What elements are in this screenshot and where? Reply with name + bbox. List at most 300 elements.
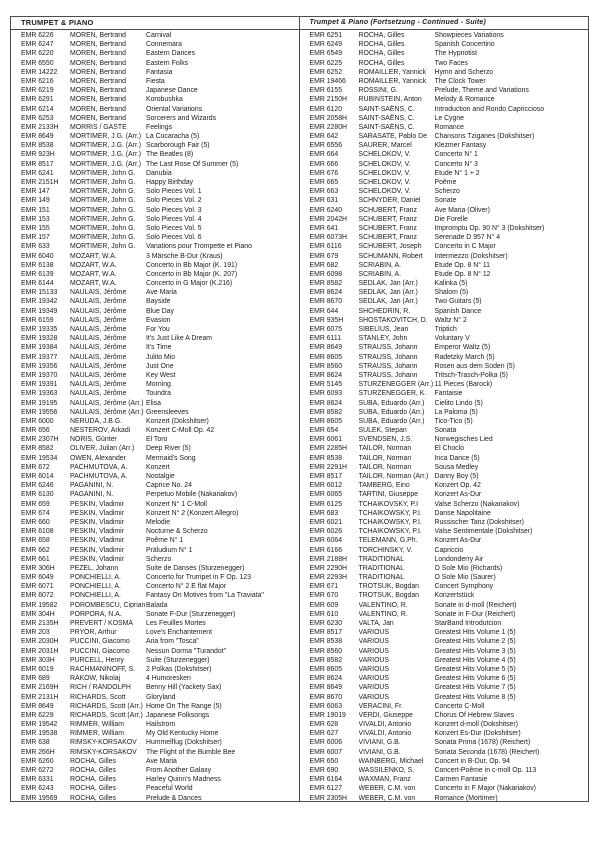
catalog-row <box>21 536 296 545</box>
composer-name: RACHMANINOFF, S. <box>70 665 136 673</box>
piece-title: Eastern Folks <box>146 59 189 67</box>
catalog-number: EMR 6251 <box>309 32 343 39</box>
piece-title: Poême N° 1 <box>146 537 184 545</box>
piece-title: Norwegisches Lied <box>434 436 493 444</box>
composer-name: VALENTINO, R. <box>358 610 408 618</box>
catalog-number: EMR 633 <box>21 243 50 251</box>
catalog-row <box>21 169 296 178</box>
catalog-number: EMR 19582 <box>21 601 58 609</box>
catalog-number: EMR 19538 <box>21 730 58 738</box>
catalog-row <box>21 463 296 472</box>
piece-title: Spanish Concertino <box>434 41 495 49</box>
composer-name: SIBELIUS, Jean <box>358 326 409 333</box>
catalog-row <box>310 252 586 261</box>
piece-title: Hummelflug (Dokshitser) <box>146 739 222 747</box>
composer-name: SAINT-SAËNS, C. <box>358 114 415 122</box>
composer-name: MOREN, Bertrand <box>70 105 126 113</box>
catalog-row <box>21 150 296 159</box>
catalog-number: EMR 2131H <box>21 693 59 701</box>
piece-title: Sousa Medley <box>434 463 479 471</box>
catalog-row <box>310 702 586 711</box>
catalog-number: EMR 2030H <box>21 638 59 646</box>
catalog-row <box>21 683 296 692</box>
catalog-row <box>310 114 586 123</box>
piece-title: Two Guitars (5) <box>434 298 482 306</box>
catalog-row <box>310 619 586 628</box>
piece-title: Deep River (5) <box>146 445 191 453</box>
catalog-row <box>310 463 586 472</box>
piece-title: Le Cygne <box>434 114 464 122</box>
catalog-number: EMR 6007 <box>309 748 343 756</box>
piece-title: Gloryland <box>146 693 176 701</box>
piece-title: Danse Napolitaine <box>434 509 491 517</box>
composer-name: STRAUSS, Johann <box>358 371 418 379</box>
catalog-number: EMR 147 <box>21 188 50 196</box>
catalog-row <box>21 784 296 793</box>
piece-title: Sonate F-Dur (Sturzenegger) <box>146 610 236 618</box>
catalog-number: EMR 6021 <box>309 518 343 526</box>
catalog-number: EMR 19466 <box>309 77 346 85</box>
composer-name: PONCHIELLI, A. <box>70 574 121 582</box>
composer-name: TAMBERG, Eino <box>358 482 410 490</box>
catalog-row <box>21 252 296 261</box>
piece-title: Concert Symphony <box>434 583 494 591</box>
piece-title: My Old Kentucky Home <box>146 730 219 738</box>
catalog-row <box>21 215 296 224</box>
piece-title: The Beatles (8) <box>146 151 194 159</box>
composer-name: NAULAIS, Jérôme <box>70 371 127 379</box>
catalog-number: EMR 642 <box>309 133 339 141</box>
piece-title: Concerto in G Major (K.216) <box>146 280 233 288</box>
catalog-number: EMR 6272 <box>21 767 54 774</box>
catalog-row <box>310 334 586 343</box>
composer-name: SCHUBERT, Franz <box>358 206 417 214</box>
catalog-number: EMR 661 <box>21 555 50 563</box>
catalog-number: EMR 628 <box>309 721 339 729</box>
catalog-number: EMR 19019 <box>309 711 346 719</box>
catalog-number: EMR 935H <box>309 316 344 324</box>
composer-name: PAGANINI, N. <box>70 491 114 499</box>
piece-title: Hymn and Scherzo <box>434 68 494 76</box>
catalog-row <box>21 738 296 747</box>
catalog-number: EMR 6214 <box>21 105 54 113</box>
composer-name: PRYOR, Arthur <box>70 629 117 637</box>
catalog-number: EMR 304H <box>21 610 55 618</box>
composer-name: WAXMAN, Franz <box>358 776 411 784</box>
catalog-row <box>310 297 586 306</box>
composer-name: PESKIN, Vladimir <box>70 500 124 508</box>
composer-name: MOREN, Bertrand <box>70 41 126 49</box>
catalog-number: EMR 6065 <box>309 491 343 499</box>
catalog-row <box>21 555 296 564</box>
left-column <box>11 17 300 801</box>
catalog-row <box>21 748 296 757</box>
catalog-number: EMR 923H <box>21 151 55 159</box>
catalog-number: EMR 6243 <box>21 785 54 793</box>
catalog-row <box>310 325 586 334</box>
catalog-row <box>21 435 296 444</box>
composer-name: TRADITIONAL <box>358 555 405 563</box>
catalog-row <box>21 31 296 40</box>
piece-title: Capriccio <box>434 546 464 554</box>
catalog-row <box>310 748 586 757</box>
piece-title: Melody & Romance <box>434 96 495 104</box>
catalog-number: EMR 2042H <box>309 215 348 223</box>
catalog-number: EMR 149 <box>21 197 50 205</box>
catalog-number: EMR 672 <box>21 463 50 471</box>
composer-name: VARIOUS <box>358 693 390 701</box>
catalog-number: EMR 6159 <box>21 316 54 324</box>
piece-title: El Choclo <box>434 445 464 453</box>
catalog-row <box>310 59 586 68</box>
composer-name: MORTIMER, John G. <box>70 169 136 177</box>
piece-title: Peaceful World <box>146 785 193 793</box>
composer-name: SCHUBERT, Franz <box>358 224 417 232</box>
catalog-number: EMR 6225 <box>309 59 343 67</box>
composer-name: NAULAIS, Jérôme <box>70 307 127 315</box>
piece-title: Tritsch-Trasch-Polka (5) <box>434 371 508 379</box>
piece-title: Introduction and Rondo Capriccioso <box>434 105 545 113</box>
catalog-row <box>310 307 586 316</box>
catalog-row <box>21 564 296 573</box>
piece-title: Konzert C-Moll Op. 42 <box>146 427 215 435</box>
catalog-row <box>21 389 296 398</box>
catalog-row <box>310 261 586 270</box>
piece-title: O Sole Mio (Richards) <box>434 564 503 572</box>
catalog-number: EMR 6075 <box>309 326 343 333</box>
piece-title: Hailstrom <box>146 721 176 729</box>
catalog-number: EMR 6000 <box>21 417 54 425</box>
catalog-number: EMR 6116 <box>309 243 342 251</box>
catalog-number: EMR 6247 <box>21 41 54 49</box>
composer-name: SCHELOKOV, V. <box>358 160 411 168</box>
piece-title: Konzert d-moll (Dokshitser) <box>434 721 518 729</box>
catalog-number: EMR 19534 <box>21 454 58 462</box>
composer-name: SCHELOKOV, V. <box>358 169 411 177</box>
catalog-row <box>21 178 296 187</box>
piece-title: Intermezzo (Dokshitser) <box>434 252 508 260</box>
composer-name: PACHMUTOVA, A. <box>70 463 128 471</box>
composer-name: VALTA, Jan <box>358 620 394 627</box>
catalog-number: EMR 6006 <box>309 739 343 747</box>
piece-title: Tico-Tico (5) <box>434 417 473 425</box>
catalog-number: EMR 682 <box>309 261 339 269</box>
catalog-row <box>310 509 586 518</box>
piece-title: Julito Mio <box>146 353 176 361</box>
piece-title: Greatest Hits Volume 5 (5) <box>434 665 516 673</box>
composer-name: MORTIMER, J.G. (Arr.) <box>70 151 142 159</box>
piece-title: Konzert Op. 42 <box>434 482 481 490</box>
catalog-number: EMR 19377 <box>21 353 58 361</box>
piece-title: Sonata Prima (1678) (Reichert) <box>434 739 531 747</box>
catalog-row <box>21 316 296 325</box>
catalog-row <box>21 68 296 77</box>
piece-title: Concerto in C Major <box>434 243 496 251</box>
catalog-number: EMR 8517 <box>21 160 54 168</box>
composer-name: SCHUMANN, Robert <box>358 252 423 260</box>
composer-name: SEDLAK, Jan (Arr.) <box>358 280 418 288</box>
composer-name: VIVIANI, G.B. <box>358 739 401 747</box>
catalog-number: EMR 2188H <box>309 555 348 563</box>
catalog-number: EMR 6241 <box>21 169 54 177</box>
composer-name: MOZART, W.A. <box>70 280 117 288</box>
catalog-row <box>310 546 586 555</box>
composer-name: SCRIABIN, A. <box>358 261 402 269</box>
composer-name: MOZART, W.A. <box>70 270 117 278</box>
catalog-number: EMR 8649 <box>21 133 54 141</box>
composer-name: SAURER, Marcel <box>358 142 412 150</box>
composer-name: TROTSUK, Bogdan <box>358 592 420 600</box>
catalog-number: EMR 664 <box>309 151 339 159</box>
catalog-number: EMR 19569 <box>21 794 58 801</box>
catalog-row <box>21 693 296 702</box>
composer-name: RIMSKY-KORSAKOV <box>70 748 137 756</box>
piece-title: Valse Scherzo (Nakariakov) <box>434 500 520 508</box>
catalog-row <box>21 343 296 352</box>
piece-title: Elisa <box>146 399 161 407</box>
piece-title: Scarborough Fair (5) <box>146 142 210 150</box>
piece-title: Danubia <box>146 169 172 177</box>
piece-title: Solo Pieces Vol. 6 <box>146 234 202 242</box>
composer-name: ROCHA, Gilles <box>358 32 405 39</box>
composer-name: PAGANINI, N. <box>70 482 114 490</box>
piece-title: Etude N° 1 + 2 <box>434 169 480 177</box>
piece-title: Nocturne & Scherzo <box>146 528 208 536</box>
piece-title: Showpieces Variations <box>434 32 504 39</box>
catalog-row <box>21 380 296 389</box>
piece-title: Greensleeves <box>146 408 189 416</box>
catalog-row <box>310 518 586 527</box>
piece-title: Konzert As-Dur <box>434 491 482 499</box>
piece-title: Triptich <box>434 326 457 333</box>
piece-title: Love's Enchantement <box>146 629 213 637</box>
catalog-number: EMR 8538 <box>21 142 54 150</box>
piece-title: Danny Boy (5) <box>434 473 479 480</box>
piece-title: StarBand Introdutcion <box>434 620 502 627</box>
catalog-row <box>310 674 586 683</box>
composer-name: WASSILENKO, S. <box>358 767 415 774</box>
catalog-number: EMR 690 <box>309 767 339 774</box>
catalog-row <box>310 591 586 600</box>
piece-title: Benny Hill (Yackety Sax) <box>146 684 222 692</box>
catalog-number: EMR 6216 <box>21 77 54 85</box>
catalog-row <box>21 353 296 362</box>
catalog-row <box>310 316 586 325</box>
catalog-row <box>310 417 586 426</box>
composer-name: MORTIMER, J.G. (Arr.) <box>70 160 142 168</box>
piece-title: Oriental Variations <box>146 105 203 113</box>
catalog-number: EMR 15133 <box>21 289 58 297</box>
catalog-number: EMR 6226 <box>21 32 54 39</box>
piece-title: Concert in B-Dur, Op. 94 <box>434 757 510 765</box>
composer-name: MORTIMER, John G. <box>70 224 136 232</box>
catalog-number: EMR 157 <box>21 234 50 242</box>
catalog-row <box>21 105 296 114</box>
catalog-row <box>310 40 586 49</box>
catalog-row <box>21 665 296 674</box>
catalog-number: EMR 306H <box>21 564 55 572</box>
composer-name: MORTIMER, John G. <box>70 188 136 196</box>
composer-name: ROCHA, Gilles <box>70 794 116 801</box>
composer-name: MORTIMER, John G. <box>70 197 136 205</box>
catalog-number: EMR 8624 <box>309 371 343 379</box>
piece-title: Etude Op. 8 N° 11 <box>434 261 490 269</box>
catalog-number: EMR 6550 <box>21 59 54 67</box>
catalog-number: EMR 6125 <box>309 500 343 508</box>
piece-title: Etude Op. 8 N° 12 <box>434 270 491 278</box>
piece-title: Concerto in F Major (Nakariakov) <box>434 785 536 793</box>
piece-title: Kalinka (5) <box>434 280 468 288</box>
composer-name: TCHAIKOVSKY, P.I <box>358 500 418 508</box>
piece-title: Concerto in Bb Major (K. 207) <box>146 270 238 278</box>
catalog-number: EMR 656 <box>21 427 50 435</box>
piece-title: Solo Pieces Vol. 1 <box>146 188 202 196</box>
composer-name: PORPORA, N.A. <box>70 610 122 618</box>
composer-name: NAULAIS, Jérôme (Arr.) <box>70 399 144 407</box>
piece-title: Connemara <box>146 41 183 49</box>
catalog-row <box>310 481 586 490</box>
composer-name: SAINT-SAËNS, C. <box>358 105 415 113</box>
composer-name: NAULAIS, Jérôme <box>70 335 127 343</box>
piece-title: Feelings <box>146 123 173 131</box>
catalog-row <box>21 637 296 646</box>
catalog-number: EMR 8624 <box>309 289 343 297</box>
piece-title: 4 Humoresken <box>146 675 191 683</box>
catalog-row <box>310 794 586 801</box>
catalog-row <box>310 527 586 536</box>
catalog-number: EMR 6164 <box>309 776 343 784</box>
catalog-number: EMR 2133H <box>21 123 59 131</box>
catalog-number: EMR 8605 <box>309 417 343 425</box>
catalog-row <box>310 242 586 251</box>
composer-name: RICHARDS, Scott <box>70 693 126 701</box>
catalog-row <box>310 380 586 389</box>
catalog-number: EMR 6064 <box>309 537 343 545</box>
catalog-row <box>21 233 296 242</box>
catalog-number: EMR 6073H <box>309 234 348 242</box>
catalog-number: EMR 2151H <box>21 179 59 186</box>
right-column-header: Trumpet & Piano (Fortsetzung - Continued - Suite) <box>300 17 589 30</box>
catalog-row <box>310 637 586 646</box>
catalog-row <box>310 729 586 738</box>
catalog-row <box>310 196 586 205</box>
catalog-number: EMR 14222 <box>21 68 58 76</box>
piece-title: Shalom (5) <box>434 289 469 297</box>
composer-name: VARIOUS <box>358 647 390 655</box>
catalog-row <box>310 343 586 352</box>
piece-title: Cielito Lindo (5) <box>434 399 483 407</box>
catalog-row <box>310 95 586 104</box>
composer-name: VERDI, Giuseppe <box>358 711 413 719</box>
piece-title: Sonate in F-Dur (Reichert) <box>434 610 516 618</box>
composer-name: VARIOUS <box>358 629 390 637</box>
catalog-number: EMR 8538 <box>309 638 343 646</box>
piece-title: 2 Polkas (Dokshitser) <box>146 665 212 673</box>
catalog-row <box>310 711 586 720</box>
composer-name: NAULAIS, Jérôme <box>70 353 127 361</box>
catalog-row <box>310 105 586 114</box>
catalog-number: EMR 19342 <box>21 298 58 306</box>
catalog-number: EMR 6166 <box>309 546 343 554</box>
piece-title: Japanese Dance <box>146 87 198 95</box>
catalog-row <box>310 178 586 187</box>
catalog-number: EMR 6230 <box>309 620 343 627</box>
piece-title: Carmen Fantasie <box>434 776 488 784</box>
catalog-number: EMR 8605 <box>309 665 343 673</box>
composer-name: SCHUBERT, Joseph <box>358 243 422 251</box>
piece-title: Ave Maria <box>146 757 177 765</box>
composer-name: SCHELOKOV, V. <box>358 188 411 196</box>
piece-title: Chansons Tziganes (Dokshitser) <box>434 133 535 141</box>
composer-name: SEDLAK, Jan (Arr.) <box>358 298 418 306</box>
piece-title: Concerto in Bb Major (K. 191) <box>146 261 238 269</box>
composer-name: TRADITIONAL <box>358 564 405 572</box>
catalog-number: EMR 6252 <box>309 68 343 76</box>
catalog-number: EMR 6139 <box>21 270 54 278</box>
piece-title: Fantasia <box>146 68 173 76</box>
composer-name: SCHUBERT, Franz <box>358 234 417 242</box>
catalog-number: EMR 6219 <box>21 87 54 95</box>
catalog-number: EMR 203 <box>21 629 50 637</box>
composer-name: TORCHINSKY, V. <box>358 546 413 554</box>
catalog-row <box>21 141 296 150</box>
catalog-number: EMR 19370 <box>21 371 58 379</box>
composer-name: SUBA, Eduardo (Arr.) <box>358 417 425 425</box>
catalog-number: EMR 8670 <box>309 693 343 701</box>
composer-name: OLIVER, Julian (Arr.) <box>70 445 135 453</box>
catalog-row <box>21 40 296 49</box>
composer-name: SAINT-SAËNS, C. <box>358 123 415 131</box>
piece-title: Toundra <box>146 390 171 398</box>
catalog-row <box>310 288 586 297</box>
catalog-number: EMR 155 <box>21 224 50 232</box>
piece-title: Eastern Dances <box>146 50 196 58</box>
composer-name: SUBA, Eduardo (Arr.) <box>358 399 425 407</box>
composer-name: STURZENEGGER, K. <box>358 390 427 398</box>
catalog-number: EMR 2291H <box>309 463 348 471</box>
catalog-number: EMR 6072 <box>21 592 54 600</box>
catalog-number: EMR 2290H <box>309 564 348 572</box>
piece-title: Prelude, Theme and Variations <box>434 87 529 95</box>
catalog-number: EMR 631 <box>309 197 339 205</box>
catalog-row <box>21 729 296 738</box>
catalog-row <box>310 123 586 132</box>
composer-name: SCHELOKOV, V. <box>358 179 411 186</box>
composer-name: PESKIN, Vladimir <box>70 537 124 545</box>
catalog-number: EMR 6246 <box>21 482 54 490</box>
catalog-number: EMR 19391 <box>21 381 58 389</box>
catalog-number: EMR 674 <box>21 509 50 517</box>
piece-title: Home On The Range (5) <box>146 702 222 710</box>
catalog-number: EMR 19195 <box>21 399 58 407</box>
catalog-row <box>310 564 586 573</box>
catalog-number: EMR 670 <box>309 592 339 600</box>
catalog-row <box>21 500 296 509</box>
composer-name: ROCHA, Gilles <box>358 59 405 67</box>
catalog-row <box>21 647 296 656</box>
composer-name: MORTIMER, John G. <box>70 243 136 251</box>
composer-name: MORTIMER, J.G. (Arr.) <box>70 133 142 141</box>
catalog-number: EMR 644 <box>309 307 339 315</box>
piece-title: Sonata Seconda (1678) (Reichert) <box>434 748 540 756</box>
piece-title: Happy Birthday <box>146 179 194 186</box>
catalog-number: EMR 8582 <box>21 445 54 453</box>
piece-title: Solo Pieces Vol. 5 <box>146 224 202 232</box>
catalog-row <box>21 132 296 141</box>
catalog-row <box>310 555 586 564</box>
composer-name: NORIS, Günter <box>70 436 117 444</box>
catalog-row <box>21 720 296 729</box>
